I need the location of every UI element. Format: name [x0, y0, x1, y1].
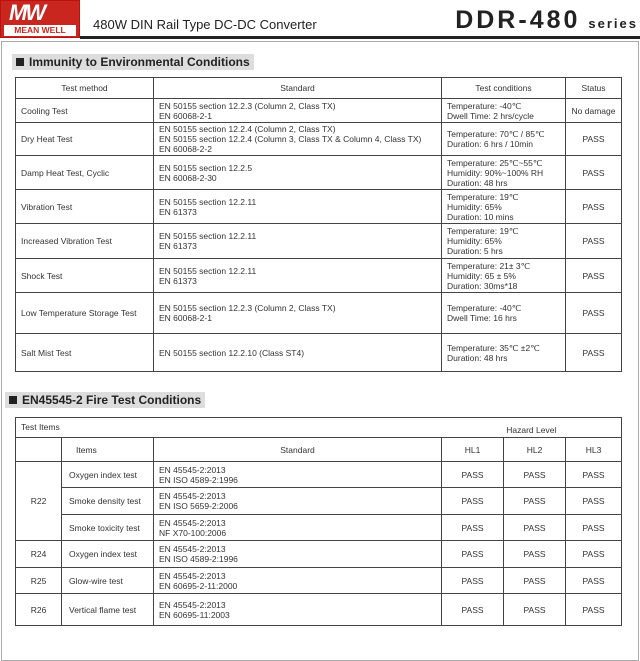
text-line: EN 60068-2-1 — [159, 110, 212, 121]
standard-cell — [154, 156, 442, 190]
text-line: EN 50155 section 12.2.3 (Column 2, Class TX) — [159, 303, 336, 313]
hazard-level-result-cell: PASS — [442, 594, 504, 626]
item-cell: Oxygen index test — [62, 541, 154, 568]
text-line: Humidity: 65% — [447, 236, 502, 246]
immunity-table — [15, 77, 622, 372]
text-line: EN 50155 section 12.2.4 (Column 2, Class TX) — [159, 124, 336, 134]
test-method-cell: Salt Mist Test — [16, 334, 154, 372]
text-line: Duration: 6 hrs / 10min — [447, 139, 533, 149]
text-line: NF X70-100:2006 — [159, 527, 227, 538]
standard-cell — [154, 293, 442, 334]
text-line: EN 50155 section 12.2.5 — [159, 162, 253, 173]
standard-cell — [154, 568, 442, 594]
hazard-level-label: Hazard Level — [442, 418, 622, 438]
text-line: Duration: 48 hrs — [447, 177, 508, 188]
logo-mark: MW — [9, 0, 45, 25]
table-header-row — [16, 438, 622, 462]
item-cell: Oxygen index test — [62, 462, 154, 488]
standard-cell — [154, 515, 442, 541]
text-line: Humidity: 65% — [447, 201, 502, 212]
text-line: EN 50155 section 12.2.4 (Column 3, Class TX & Column 4, Class TX) — [159, 134, 422, 144]
text-line: EN 60068-2-2 — [159, 144, 212, 154]
standard-cell — [154, 99, 442, 123]
status-cell: PASS — [566, 224, 622, 259]
hazard-level-result-cell: PASS — [504, 568, 566, 594]
text-line: EN 61373 — [159, 241, 197, 251]
empty-header-cell — [16, 438, 62, 462]
text-line: EN 45545-2:2013 — [159, 570, 226, 581]
conditions-cell — [442, 259, 566, 293]
test-method-cell: Shock Test — [16, 259, 154, 293]
hazard-level-result-cell: PASS — [504, 462, 566, 488]
column-header: HL3 — [566, 438, 622, 462]
hazard-level-result-cell: PASS — [504, 515, 566, 541]
conditions-cell — [442, 334, 566, 372]
table-row — [16, 259, 622, 293]
test-method-cell: Damp Heat Test, Cyclic — [16, 156, 154, 190]
status-cell: PASS — [566, 259, 622, 293]
text-line: Temperature: -40℃ — [447, 303, 522, 313]
table-header-row — [16, 78, 622, 99]
hazard-level-result-cell: PASS — [504, 594, 566, 626]
text-line: EN 45545-2:2013 — [159, 517, 226, 528]
rule-code-cell: R26 — [16, 594, 62, 626]
status-cell: PASS — [566, 293, 622, 334]
title-block — [455, 6, 638, 34]
item-cell: Smoke density test — [62, 488, 154, 515]
text-line: Temperature: 19℃ — [447, 226, 519, 236]
test-method-cell: Vibration Test — [16, 190, 154, 224]
table-row — [16, 515, 622, 541]
table-row — [16, 293, 622, 334]
table-row — [16, 224, 622, 259]
text-line: EN 60695-11:2003 — [159, 609, 230, 620]
item-cell: Smoke toxicity test — [62, 515, 154, 541]
hazard-level-result-cell: PASS — [566, 541, 622, 568]
text-line: EN 61373 — [159, 206, 197, 217]
text-line: EN 60695-2-11:2000 — [159, 580, 238, 591]
hazard-level-result-cell: PASS — [566, 594, 622, 626]
text-line: EN ISO 4589-2:1996 — [159, 474, 238, 485]
column-header: Standard — [154, 438, 442, 462]
test-method-cell: Increased Vibration Test — [16, 224, 154, 259]
hazard-level-result-cell: PASS — [442, 568, 504, 594]
hazard-level-result-cell: PASS — [504, 488, 566, 515]
conditions-cell — [442, 123, 566, 156]
column-header: Items — [62, 438, 154, 462]
table-row — [16, 156, 622, 190]
text-line: EN 50155 section 12.2.11 — [159, 231, 257, 241]
text-line: EN 45545-2:2013 — [159, 599, 226, 610]
rule-code-cell: R22 — [16, 462, 62, 541]
column-header: HL2 — [504, 438, 566, 462]
immunity-section-title: Immunity to Environmental Conditions — [12, 54, 254, 70]
text-line: EN 45545-2:2013 — [159, 464, 226, 475]
text-line: Temperature: -40℃ — [447, 100, 522, 111]
standard-cell — [154, 488, 442, 515]
standard-cell — [154, 123, 442, 156]
conditions-cell — [442, 190, 566, 224]
column-header: Standard — [154, 78, 442, 99]
hazard-level-result-cell: PASS — [504, 541, 566, 568]
text-line: EN 50155 section 12.2.10 (Class ST4) — [159, 347, 305, 358]
logo-text: MEAN WELL — [4, 25, 76, 36]
standard-cell — [154, 224, 442, 259]
standard-cell — [154, 594, 442, 626]
table-group-header-row — [16, 418, 622, 438]
conditions-cell — [442, 293, 566, 334]
conditions-cell — [442, 99, 566, 123]
header-rule — [80, 36, 640, 39]
status-cell: PASS — [566, 190, 622, 224]
table-row — [16, 488, 622, 515]
text-line: Duration: 10 mins — [447, 211, 514, 222]
text-line: Duration: 5 hrs — [447, 246, 503, 256]
text-line: Duration: 30ms*18 — [447, 280, 518, 291]
test-method-cell: Cooling Test — [16, 99, 154, 123]
hazard-level-result-cell: PASS — [566, 515, 622, 541]
hazard-level-result-cell: PASS — [442, 488, 504, 515]
standard-cell — [154, 541, 442, 568]
table-row — [16, 99, 622, 123]
table-row — [16, 462, 622, 488]
status-cell: PASS — [566, 156, 622, 190]
item-cell: Vertical flame test — [62, 594, 154, 626]
conditions-cell — [442, 156, 566, 190]
hazard-level-result-cell: PASS — [442, 515, 504, 541]
text-line: EN 45545-2:2013 — [159, 491, 226, 501]
content — [0, 53, 640, 626]
hazard-level-result-cell: PASS — [442, 462, 504, 488]
text-line: Dwell Time: 16 hrs — [447, 313, 517, 323]
standard-cell — [154, 334, 442, 372]
fire-test-table — [15, 417, 622, 626]
text-line: EN 50155 section 12.2.11 — [159, 265, 257, 276]
test-method-cell: Low Temperature Storage Test — [16, 293, 154, 334]
text-line: EN ISO 5659-2:2006 — [159, 501, 238, 511]
hazard-level-result-cell: PASS — [442, 541, 504, 568]
table-row — [16, 123, 622, 156]
column-header: Test conditions — [442, 78, 566, 99]
text-line: Temperature: 21± 3℃ — [447, 260, 531, 271]
standard-cell — [154, 190, 442, 224]
text-line: EN 60068-2-1 — [159, 313, 212, 323]
table-row — [16, 541, 622, 568]
status-cell: PASS — [566, 123, 622, 156]
text-line: Duration: 48 hrs — [447, 352, 508, 363]
fire-section-title: EN45545-2 Fire Test Conditions — [5, 392, 205, 408]
product-subtitle: 480W DIN Rail Type DC-DC Converter — [93, 17, 317, 32]
conditions-cell — [442, 224, 566, 259]
model-name: DDR-480 — [455, 6, 581, 34]
column-header: Test method — [16, 78, 154, 99]
bullet-square-icon — [16, 58, 24, 66]
test-items-label: Test Items — [16, 418, 442, 438]
status-cell: No damage — [566, 99, 622, 123]
text-line: EN ISO 4589-2:1996 — [159, 554, 238, 564]
item-cell: Glow-wire test — [62, 568, 154, 594]
text-line: Temperature: 19℃ — [447, 191, 519, 202]
standard-cell — [154, 259, 442, 293]
text-line: Temperature: 35℃ ±2℃ — [447, 342, 540, 353]
table-row — [16, 568, 622, 594]
table-row — [16, 190, 622, 224]
text-line: EN 50155 section 12.2.11 — [159, 196, 257, 207]
column-header: Status — [566, 78, 622, 99]
text-line: EN 45545-2:2013 — [159, 544, 226, 554]
table-row — [16, 594, 622, 626]
hazard-level-result-cell: PASS — [566, 568, 622, 594]
rule-code-cell: R25 — [16, 568, 62, 594]
test-method-cell: Dry Heat Test — [16, 123, 154, 156]
text-line: Humidity: 65 ± 5% — [447, 270, 516, 281]
hazard-level-result-cell: PASS — [566, 462, 622, 488]
text-line: Temperature: 25℃~55℃ — [447, 157, 543, 168]
standard-cell — [154, 462, 442, 488]
text-line: Temperature: 70℃ / 85℃ — [447, 129, 545, 139]
column-header: HL1 — [442, 438, 504, 462]
hazard-level-result-cell: PASS — [566, 488, 622, 515]
series-label: series — [588, 16, 638, 31]
text-line: EN 61373 — [159, 275, 197, 286]
bullet-square-icon — [9, 396, 17, 404]
text-line: Dwell Time: 2 hrs/cycle — [447, 110, 534, 121]
text-line: Humidity: 90%~100% RH — [447, 167, 544, 178]
rule-code-cell: R24 — [16, 541, 62, 568]
text-line: EN 60068-2-30 — [159, 172, 217, 183]
table-row — [16, 334, 622, 372]
text-line: EN 50155 section 12.2.3 (Column 2, Class TX) — [159, 100, 336, 111]
status-cell: PASS — [566, 334, 622, 372]
mean-well-logo — [0, 0, 80, 38]
